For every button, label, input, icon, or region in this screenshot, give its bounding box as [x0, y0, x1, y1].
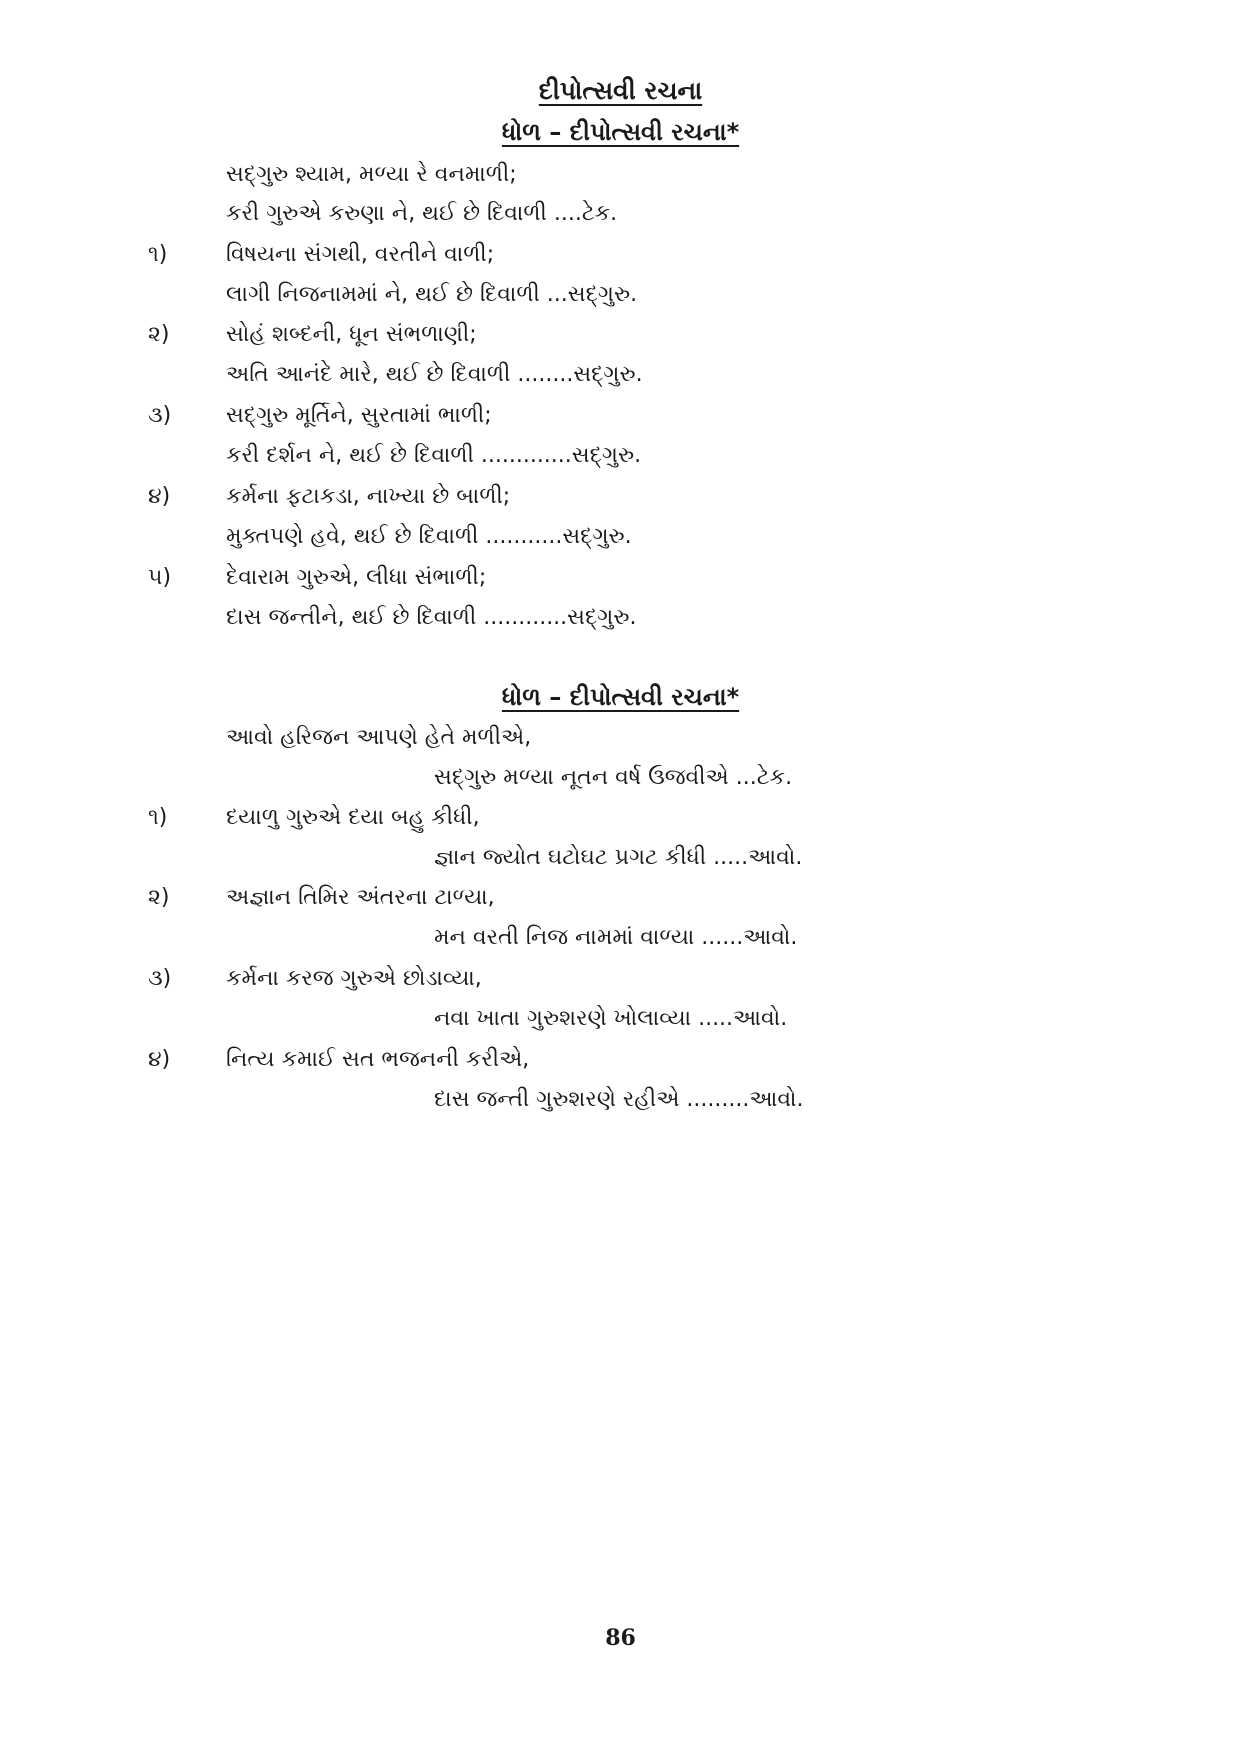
song1-verse4-line2: મુક્તપણે હવે, થઈ છે દિવાળી ...........સદ્‌ગુરુ.	[226, 524, 632, 549]
song1-verse1-line2: લાગી નિજનામમાં ને, થઈ છે દિવાળી ...સદ્‌ગુરુ.	[226, 282, 638, 307]
song1-refrain-line1: સદ્‌ગુરુ શ્યામ, મળ્યા રે વનમાળી;	[226, 162, 517, 187]
song2-verse1-number: ૧)	[148, 805, 168, 830]
song2-heading: ધોળ – દીપોત્સવી રચના*	[501, 683, 740, 711]
song2-verse3-line2: નવા ખાતા ગુરુશરણે ખોલાવ્યા .....આવો.	[434, 1006, 788, 1031]
song1-verse3-number: ૩)	[148, 403, 172, 428]
song1-verse1-line1: વિષયના સંગથી, વરતીને વાળી;	[226, 242, 495, 267]
song1-verse2-line1: સોહં શબ્દની, ધૂન સંભળાણી;	[226, 322, 477, 347]
song2-verse4-line2: દાસ જન્તી ગુરુશરણે રહીએ .........આવો.	[434, 1087, 804, 1112]
song1-verse5-line1: દેવારામ ગુરુએ, લીધા સંભાળી;	[226, 565, 487, 590]
song2-verse1-line2: જ્ઞાન જ્યોત ઘટોઘટ પ્રગટ કીધી .....આવો.	[434, 845, 803, 870]
song1-verse1-number: ૧)	[148, 242, 168, 267]
song2-verse2-line2: મન વરતી નિજ નામમાં વાળ્યા ......આવો.	[434, 925, 798, 950]
song1-verse5-number: ૫)	[148, 565, 172, 590]
song2-verse1-line1: દયાળુ ગુરુએ દયા બહુ કીધી,	[226, 805, 480, 830]
song1-verse3-line1: સદ્‌ગુરુ મૂર્તિને, સુરતામાં ભાળી;	[226, 403, 492, 428]
song2-verse3-line1: કર્મના કરજ ગુરુએ છોડાવ્યા,	[226, 966, 482, 991]
page-title: દીપોત્સવી રચના	[538, 76, 703, 105]
song2-verse4-number: ૪)	[148, 1047, 171, 1072]
song1-verse2-line2: અતિ આનંદે મારે, થઈ છે દિવાળી ........સદ્‌ગુરુ.	[226, 362, 643, 387]
song2-refrain-line1: આવો હરિજન આપણે હેતે મળીએ,	[226, 725, 532, 750]
song1-heading: ધોળ – દીપોત્સવી રચના*	[501, 118, 740, 146]
song2-verse2-number: ૨)	[148, 885, 170, 910]
page-number: 86	[605, 1625, 636, 1651]
song1-verse5-line2: દાસ જન્તીને, થઈ છે દિવાળી ............સદ્‌ગુરુ.	[226, 605, 637, 630]
song2-verse4-line1: નિત્ય કમાઈ સત ભજનની કરીએ,	[226, 1047, 530, 1072]
song2-verse3-number: ૩)	[148, 966, 172, 991]
song2-verse2-line1: અજ્ઞાન તિમિર અંતરના ટાળ્યા,	[226, 885, 495, 910]
song1-verse3-line2: કરી દર્શન ને, થઈ છે દિવાળી .............સદ્‌ગુરુ.	[226, 443, 642, 468]
song1-refrain-line2: કરી ગુરુએ કરુણા ને, થઈ છે દિવાળી ....ટેક.	[226, 201, 618, 226]
song1-verse4-number: ૪)	[148, 484, 171, 509]
song2-refrain-line2: સદ્‌ગુરુ મળ્યા નૂતન વર્ષ ઉજવીએ ...ટેક.	[434, 765, 793, 790]
song1-verse4-line1: કર્મના ફટાકડા, નાખ્યા છે બાળી;	[226, 484, 511, 509]
song1-verse2-number: ૨)	[148, 322, 170, 347]
